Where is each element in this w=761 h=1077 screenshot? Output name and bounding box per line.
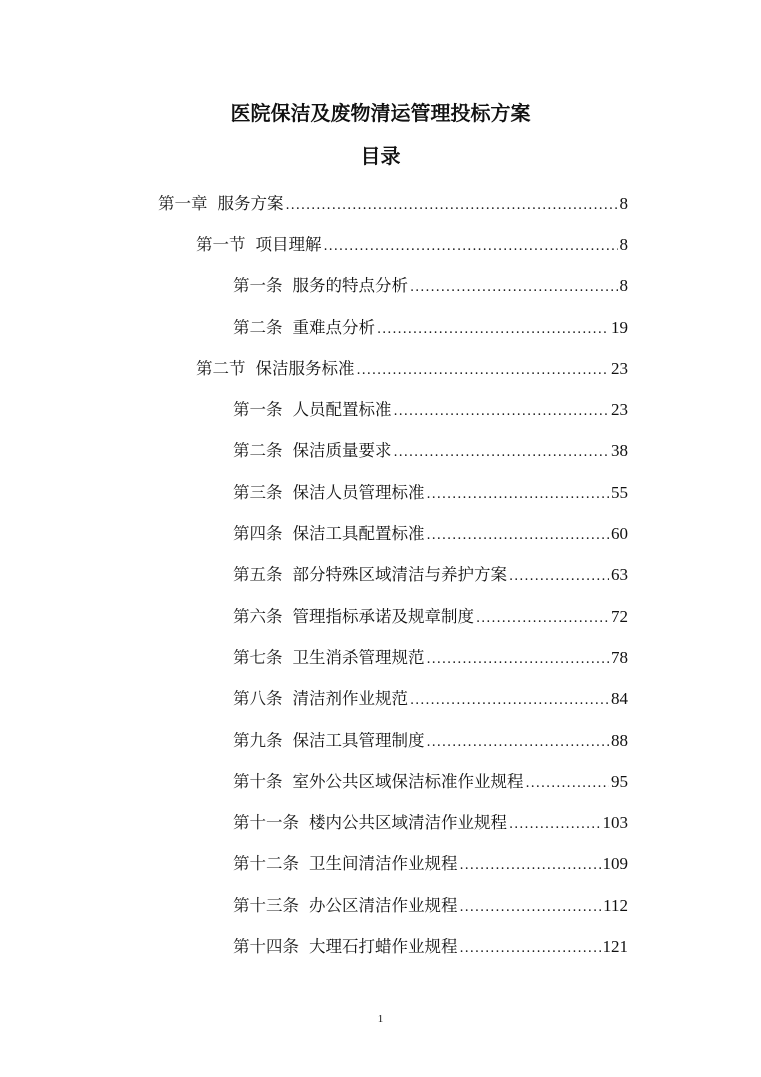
toc-entry[interactable] bbox=[0, 842, 761, 883]
toc-entry[interactable] bbox=[0, 511, 761, 552]
dot-leader bbox=[324, 239, 618, 254]
toc-entry-page: 121 bbox=[602, 936, 628, 956]
dot-leader bbox=[286, 198, 618, 213]
toc-entry[interactable] bbox=[0, 181, 761, 222]
dot-leader bbox=[460, 900, 602, 915]
toc-entry-name: 保洁人员管理标准 bbox=[292, 482, 425, 502]
toc-entry-page: 55 bbox=[611, 482, 628, 502]
toc-entry-name: 服务方案 bbox=[217, 193, 284, 213]
toc-entry-name: 办公区清洁作业规程 bbox=[309, 895, 458, 915]
toc-entry-page: 103 bbox=[602, 813, 628, 833]
dot-leader bbox=[460, 941, 601, 956]
table-of-contents bbox=[0, 181, 761, 966]
dot-leader bbox=[394, 445, 610, 460]
toc-entry-label: 第十条 bbox=[233, 771, 283, 791]
toc-entry-name: 管理指标承诺及规章制度 bbox=[292, 606, 474, 626]
toc-entry-page: 112 bbox=[603, 895, 628, 915]
toc-entry-page: 88 bbox=[611, 730, 628, 750]
dot-leader bbox=[509, 817, 601, 832]
dot-leader bbox=[427, 652, 610, 667]
toc-entry-label: 第一条 bbox=[233, 400, 283, 420]
toc-entry[interactable] bbox=[0, 470, 761, 511]
toc-entry[interactable] bbox=[0, 429, 761, 470]
toc-entry-label: 第九条 bbox=[233, 730, 283, 750]
dot-leader bbox=[427, 735, 610, 750]
dot-leader bbox=[357, 363, 610, 378]
toc-entry-page: 84 bbox=[611, 689, 628, 709]
toc-entry-label: 第二节 bbox=[196, 358, 246, 378]
toc-entry-label: 第十三条 bbox=[233, 895, 299, 915]
toc-entry[interactable] bbox=[0, 264, 761, 305]
toc-entry-page: 60 bbox=[611, 524, 628, 544]
dot-leader bbox=[460, 858, 601, 873]
toc-entry-page: 38 bbox=[611, 441, 628, 461]
toc-entry-page: 23 bbox=[611, 400, 628, 420]
toc-entry-name: 清洁剂作业规范 bbox=[292, 689, 408, 709]
toc-entry-label: 第七条 bbox=[233, 647, 283, 667]
dot-leader bbox=[526, 776, 610, 791]
dot-leader bbox=[509, 569, 609, 584]
toc-entry-label: 第一节 bbox=[196, 234, 246, 254]
toc-entry-name: 保洁质量要求 bbox=[292, 441, 392, 461]
toc-entry-label: 第二条 bbox=[233, 317, 283, 337]
toc-heading: 目录 bbox=[360, 144, 401, 168]
toc-entry[interactable] bbox=[0, 759, 761, 800]
toc-entry[interactable] bbox=[0, 346, 761, 387]
toc-entry[interactable] bbox=[0, 677, 761, 718]
toc-entry-label: 第六条 bbox=[233, 606, 283, 626]
toc-entry-page: 8 bbox=[619, 276, 628, 296]
toc-entry-label: 第一条 bbox=[233, 276, 283, 296]
dot-leader bbox=[410, 693, 609, 708]
toc-entry-name: 室外公共区域保洁标准作业规程 bbox=[292, 771, 524, 791]
toc-entry-label: 第二条 bbox=[233, 441, 283, 461]
document-title: 医院保洁及废物清运管理投标方案 bbox=[230, 101, 531, 125]
dot-leader bbox=[394, 404, 610, 419]
toc-entry-label: 第五条 bbox=[233, 565, 283, 585]
toc-entry[interactable] bbox=[0, 800, 761, 841]
dot-leader bbox=[377, 322, 609, 337]
toc-entry-label: 第八条 bbox=[233, 689, 283, 709]
toc-entry[interactable] bbox=[0, 635, 761, 676]
toc-entry[interactable] bbox=[0, 553, 761, 594]
toc-entry-page: 95 bbox=[611, 771, 628, 791]
toc-entry-name: 保洁服务标准 bbox=[255, 358, 355, 378]
toc-entry-label: 第四条 bbox=[233, 524, 283, 544]
toc-entry-name: 人员配置标准 bbox=[292, 400, 392, 420]
toc-entry-page: 8 bbox=[619, 193, 628, 213]
toc-entry-name: 重难点分析 bbox=[292, 317, 375, 337]
toc-entry-name: 保洁工具配置标准 bbox=[292, 524, 425, 544]
toc-entry-name: 卫生消杀管理规范 bbox=[292, 647, 425, 667]
toc-entry-name: 卫生间清洁作业规程 bbox=[309, 854, 458, 874]
toc-entry-page: 19 bbox=[611, 317, 628, 337]
toc-entry-page: 109 bbox=[602, 854, 628, 874]
toc-entry[interactable] bbox=[0, 305, 761, 346]
toc-entry[interactable] bbox=[0, 222, 761, 263]
toc-entry-page: 63 bbox=[611, 565, 628, 585]
dot-leader bbox=[427, 528, 610, 543]
toc-entry-name: 楼内公共区域清洁作业规程 bbox=[309, 813, 507, 833]
toc-entry-page: 78 bbox=[611, 647, 628, 667]
toc-entry[interactable] bbox=[0, 718, 761, 759]
toc-entry-name: 项目理解 bbox=[255, 234, 322, 254]
toc-entry-name: 大理石打蜡作业规程 bbox=[309, 936, 458, 956]
toc-entry-name: 保洁工具管理制度 bbox=[292, 730, 425, 750]
toc-entry[interactable] bbox=[0, 924, 761, 965]
toc-entry-page: 23 bbox=[611, 358, 628, 378]
toc-entry[interactable] bbox=[0, 594, 761, 635]
toc-entry[interactable] bbox=[0, 883, 761, 924]
dot-leader bbox=[427, 487, 610, 502]
dot-leader bbox=[476, 611, 609, 626]
toc-entry-label: 第十四条 bbox=[233, 936, 299, 956]
page-number: 1 bbox=[377, 1013, 384, 1025]
dot-leader bbox=[410, 280, 618, 295]
toc-entry[interactable] bbox=[0, 387, 761, 428]
toc-entry-label: 第三条 bbox=[233, 482, 283, 502]
toc-entry-label: 第一章 bbox=[158, 193, 208, 213]
toc-entry-page: 8 bbox=[619, 234, 628, 254]
toc-entry-name: 部分特殊区域清洁与养护方案 bbox=[292, 565, 507, 585]
toc-entry-label: 第十二条 bbox=[233, 854, 299, 874]
toc-entry-page: 72 bbox=[611, 606, 628, 626]
toc-entry-name: 服务的特点分析 bbox=[292, 276, 408, 296]
toc-entry-label: 第十一条 bbox=[233, 813, 299, 833]
